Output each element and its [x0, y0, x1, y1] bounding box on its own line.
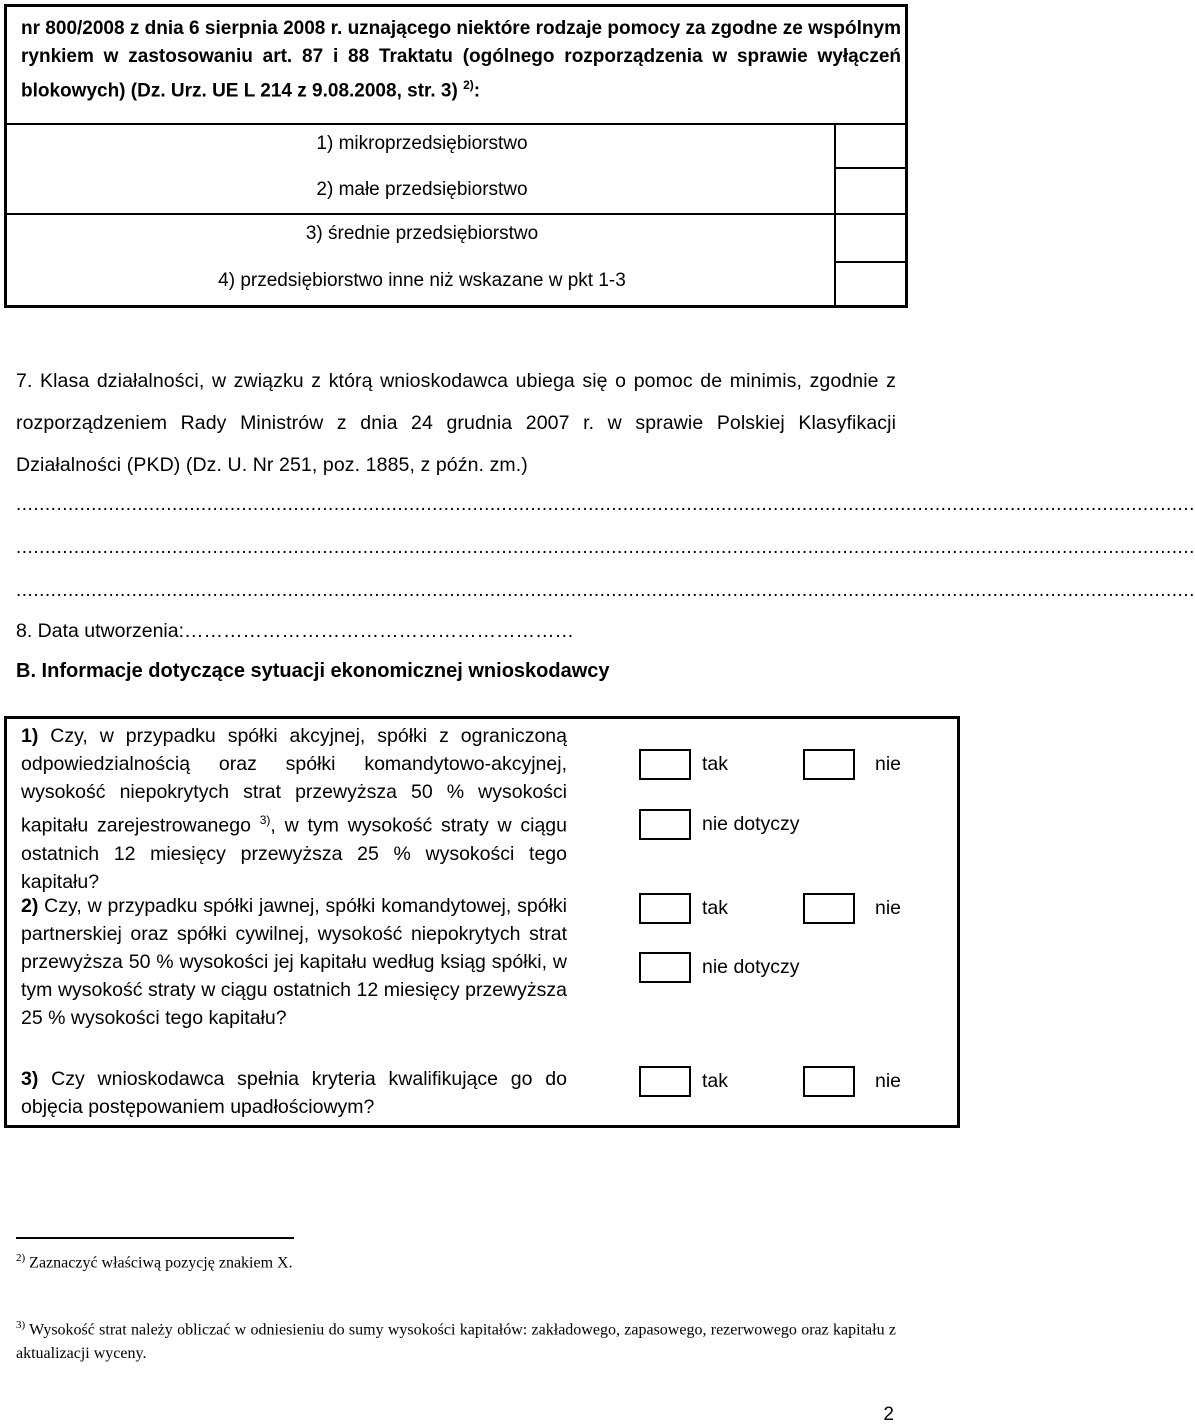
- question-1-yes-label: tak: [702, 753, 729, 775]
- question-1-na-checkbox[interactable]: [639, 809, 691, 840]
- question-3-no-checkbox[interactable]: [803, 1066, 855, 1097]
- activity-class-label: 7. Klasa działalności, w związku z którą wnioskodawca ubiega się o pomoc de minimis, zgodnie z rozporządzeniem Rady Ministrów z dnia 24 grudnia 2007 r. w sprawie Polskiej Klasyfikacji Działalności (PKD) (Dz. U. Nr 251, poz. 1885, z późn. zm.): [16, 370, 896, 476]
- size-checkbox-medium[interactable]: [836, 215, 905, 261]
- question-1-no-label: nie: [875, 753, 902, 775]
- footnote-separator: [16, 1237, 294, 1239]
- question-2-no-label: nie: [875, 897, 902, 919]
- creation-date-input[interactable]: ……………………………………………………: [184, 620, 575, 642]
- divider: [7, 123, 905, 125]
- size-option-small: 2) małe przedsiębiorstwo: [316, 179, 528, 200]
- section-b-heading: B. Informacje dotyczące sytuacji ekonomicznej wnioskodawcy: [16, 660, 610, 682]
- question-1-na-label: nie dotyczy: [702, 813, 800, 835]
- creation-date-label: 8. Data utworzenia:: [16, 620, 185, 642]
- question-1-yes-checkbox[interactable]: [639, 749, 691, 780]
- question-1-no-checkbox[interactable]: [803, 749, 855, 780]
- question-3-yes-label: tak: [702, 1070, 729, 1092]
- size-checkbox-other[interactable]: [836, 263, 905, 305]
- footnote-3: $^{3)}$ Wysokość strat należy obliczać w odniesieniu do sumy wysokości kapitałów: zakładowego, zapasowego, rezerwowego oraz kapitału z aktualizacji wyceny.: [16, 1319, 896, 1363]
- question-2-text: 2) Czy, w przypadku spółki jawnej, spółki komandytowej, spółki partnerskiej oraz spółki cywilnej, wysokość niepokrytych strat przewyższa 50 % wysokości jej kapitału według ksiąg spółki, w tym wysokość straty w ciągu ostatnich 12 miesięcy przewyższa 25 % wysokości tego kapitału?: [21, 895, 567, 1029]
- question-3-yes-checkbox[interactable]: [639, 1066, 691, 1097]
- footnote-ref-2: 2): [463, 78, 474, 92]
- size-option-medium: 3) średnie przedsiębiorstwo: [305, 223, 539, 244]
- divider: [7, 213, 905, 215]
- question-2-yes-label: tak: [702, 897, 729, 919]
- enterprise-size-box: [4, 4, 908, 308]
- footnote-2: $^{2)}$ Zaznaczyć właściwą pozycję znakiem X.: [16, 1252, 293, 1272]
- question-1-text: 1) Czy, w przypadku spółki akcyjnej, spółki z ograniczoną odpowiedzialnością oraz spółki komandytowo-akcyjnej, wysokość niepokrytych strat przewyższa 50 % wysokości kapitału zarejestrowanego $^{3)}$, w tym wysokość straty w ciągu ostatnich 12 miesięcy przewyższa 25 % wysokości tego kapitału?: [21, 725, 567, 893]
- size-option-micro: 1) mikroprzedsiębiorstwo: [316, 133, 528, 154]
- activity-class-input-line-2[interactable]: ............................................................................................................................................................................................................: [16, 537, 1195, 558]
- question-2-na-checkbox[interactable]: [639, 952, 691, 983]
- question-2-na-label: nie dotyczy: [702, 956, 800, 978]
- creation-date-field: [16, 620, 574, 643]
- question-2-no-checkbox[interactable]: [803, 893, 855, 924]
- size-intro-text: nr 800/2008 z dnia 6 sierpnia 2008 r. uznającego niektóre rodzaje pomocy za zgodne ze wspólnym rynkiem w zastosowaniu art. 87 i 88 Traktatu (ogólnego rozporządzenia w sprawie wyłączeń blokowych) (Dz. Urz. UE L 214 z 9.08.2008, str. 3) $^{2)}$:: [21, 18, 901, 102]
- activity-class-input-line-1[interactable]: ............................................................................................................................................................................................................: [16, 494, 1195, 515]
- question-2-yes-checkbox[interactable]: [639, 893, 691, 924]
- page-number: 2: [883, 1404, 894, 1425]
- economic-situation-box: [4, 716, 960, 1128]
- activity-class-input-line-3[interactable]: ............................................................................................................................................................................................................: [16, 580, 1195, 601]
- question-3-text: 3) Czy wnioskodawca spełnia kryteria kwalifikujące go do objęcia postępowaniem upadłościowym?: [21, 1068, 567, 1118]
- question-3-no-label: nie: [875, 1070, 902, 1092]
- size-option-other: 4) przedsiębiorstwo inne niż wskazane w pkt 1-3: [218, 270, 626, 291]
- size-checkbox-micro[interactable]: [836, 125, 905, 167]
- size-checkbox-small[interactable]: [836, 169, 905, 213]
